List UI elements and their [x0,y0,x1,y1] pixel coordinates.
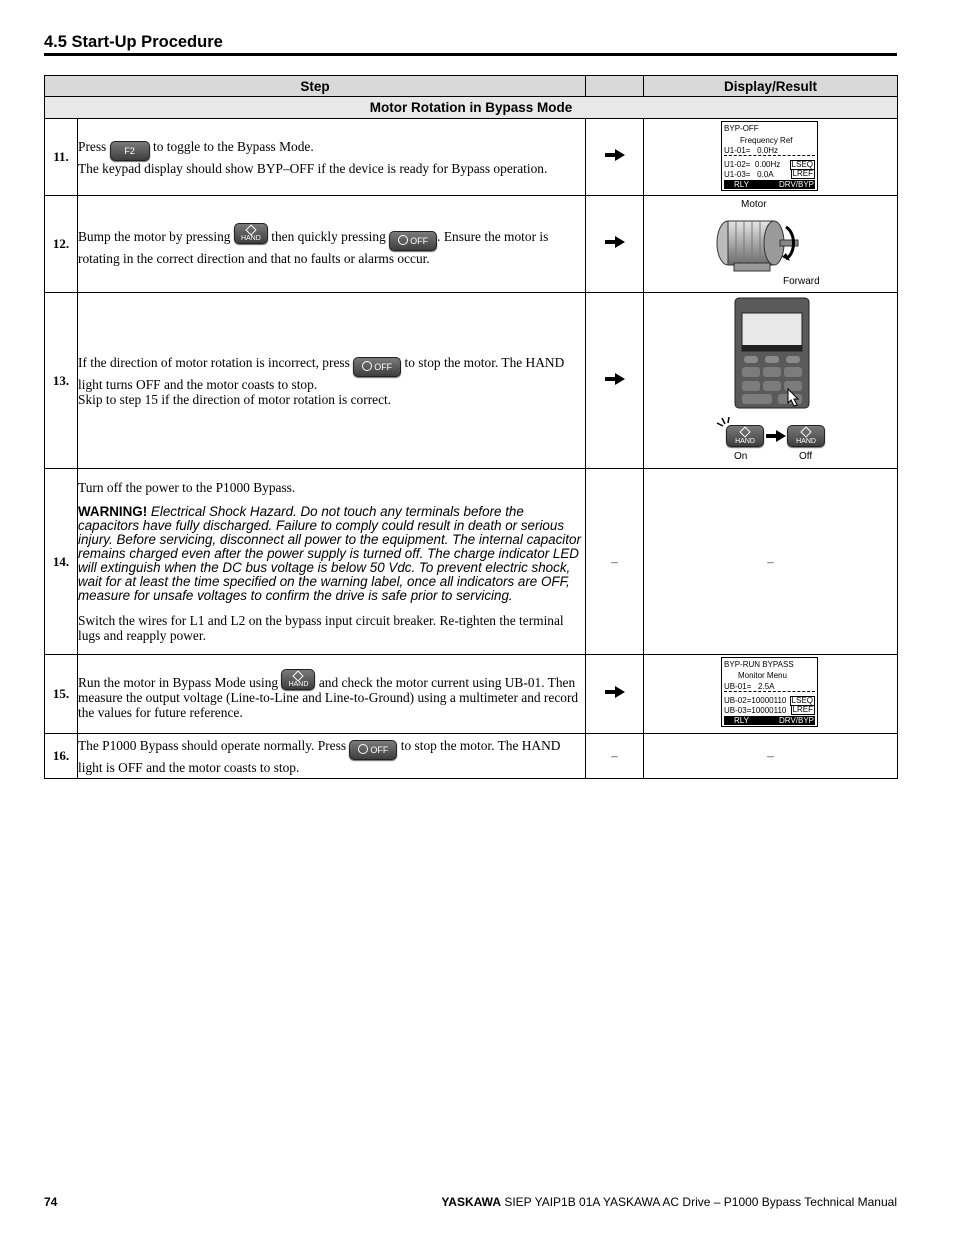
warning-paragraph [78,505,585,603]
lcd-mode-line: BYP-OFF [724,124,759,133]
table-row [45,293,898,469]
lcd-dashed-rule [724,155,815,156]
step-text: Turn off the power to the P1000 Bypass. [78,480,296,495]
on-caption: On [734,451,748,462]
step-text: If the direction of motor rotation is incorrect, press [78,354,350,370]
step-text: The P1000 Bypass should operate normally. Press [78,737,347,753]
table-header-row [45,76,898,97]
section-title: 4.5 Start-Up Procedure [44,33,223,51]
step-description [78,469,586,655]
lcd-drv-byp-label: DRV/BYP [779,180,815,189]
display-result [644,196,898,293]
warning-label: WARNING! [78,504,148,519]
page-number: 74 [44,1195,58,1209]
result-arrow [586,293,644,469]
off-caption: Off [799,451,813,462]
lcd-lref-indicator: LREF [792,705,814,714]
forward-caption: Forward [783,276,820,287]
display-result [644,469,898,655]
title-rule [44,53,897,56]
step-text: Switch the wires for L1 and L2 on the bypass input circuit breaker. Re-tighten the terminal lugs and reapply power. [78,613,564,643]
column-header-step: Step [45,76,586,97]
hand-key-on-icon: HAND [726,425,764,447]
hand-key-off-icon: HAND [787,425,825,447]
off-key-icon: OFF [353,357,401,377]
display-result [644,119,898,196]
display-result [644,655,898,734]
table-row [45,119,898,196]
step-number: 11. [45,119,78,196]
step-text: . Ensure the motor is rotating in the correct direction and that no faults or alarms occur. [78,228,549,266]
step-text: and check the motor current using UB-01. Then measure the output voltage (Line-to-Line and Line-to-Ground) using a multimeter and record the values for future reference. [78,674,579,720]
subheader-motor-rotation: Motor Rotation in Bypass Mode [45,97,898,119]
step-number: 16. [45,734,78,779]
step-text: to toggle to the Bypass Mode. [153,138,314,154]
off-key-icon: OFF [349,740,397,760]
right-arrow-icon [605,236,625,248]
step-text: then quickly pressing [271,228,386,244]
step-description [78,734,586,779]
lcd-function-bar [724,180,815,189]
result-arrow [586,469,644,655]
step-number: 14. [45,469,78,655]
result-arrow [586,196,644,293]
right-arrow-icon [605,149,625,161]
f2-key-icon: F2 [110,141,150,161]
step-description [78,293,586,469]
dash-placeholder: – [767,748,774,763]
table-row [45,655,898,734]
warning-text: Electrical Shock Hazard. Do not touch any terminals before the capacitors have fully discharged. Failure to comply could result in death or serious injury. Before servicing, disconnect all power to the equipment. The internal capacitor remains charged even after the power supply is turned off. The charge indicator LED will extinguish when the DC bus voltage is below 50 Vdc. To prevent electric shock, wait for at least the time specified on the warning label, once all indicators are OFF, measure for unsafe voltages to confirm the drive is safe prior to servicing. [78,504,581,603]
keypad-operator-icon [734,297,810,409]
lcd-mode-line: BYP-RUN BYPASS [724,660,794,669]
lcd-monitor-line: UB-03=10000110 [724,706,787,715]
step-text: to stop the motor. The HAND light is OFF and the motor coasts to stop. [78,737,561,775]
step-text: Press [78,138,107,154]
footer-manual-name: SIEP YAIP1B 01A YASKAWA AC Drive – P1000 Bypass Technical Manual [504,1195,897,1209]
step-number: 13. [45,293,78,469]
lcd-menu-line: Frequency Ref [740,136,793,145]
step-text: Bump the motor by pressing [78,228,231,244]
lcd-rly-label: RLY [734,716,749,725]
lcd-rly-label: RLY [734,180,749,189]
lcd-dashed-rule [724,691,815,692]
lcd-lseq-indicator: LSEQ [791,696,814,705]
dash-placeholder: – [767,553,774,569]
keypad-lcd-display [721,657,818,727]
step-text: Run the motor in Bypass Mode using [78,674,279,690]
lcd-menu-line: Monitor Menu [738,671,787,680]
table-subheader-row [45,97,898,119]
lcd-monitor-line: UB-01= 2.5A [724,682,775,691]
table-row [45,734,898,779]
display-result [644,293,898,469]
keypad-lcd-display [721,121,818,191]
step-text: to stop the motor. The HAND light turns OFF and the motor coasts to stop. [78,354,565,392]
table-row [45,469,898,655]
lcd-lref-indicator: LREF [792,169,814,178]
step-description [78,119,586,196]
step-text: The keypad display should show BYP–OFF if the device is ready for Bypass operation. [78,160,548,176]
footer-brand: YASKAWA [441,1195,501,1209]
hand-key-icon: HAND [234,223,268,244]
motor-caption: Motor [741,199,767,210]
footer-manual-title [441,1195,897,1209]
result-arrow [586,655,644,734]
column-header-blank [586,76,644,97]
step-number: 15. [45,655,78,734]
lcd-monitor-line: U1-03= 0.0A [724,170,774,179]
right-arrow-icon [766,430,786,442]
step-description [78,196,586,293]
lcd-function-bar [724,716,815,725]
column-header-display: Display/Result [644,76,898,97]
lcd-monitor-line: UB-02=10000110 [724,696,787,705]
dash-placeholder: – [611,748,618,763]
right-arrow-icon [605,373,625,385]
hand-key-icon: HAND [281,669,315,690]
off-key-icon: OFF [389,231,437,251]
dash-placeholder: – [611,553,618,569]
right-arrow-icon [605,686,625,698]
step-description [78,655,586,734]
startup-procedure-table [44,75,898,779]
lcd-monitor-line: U1-02= 0.00Hz [724,160,781,169]
table-row [45,196,898,293]
display-result [644,734,898,779]
result-arrow [586,119,644,196]
motor-icon [714,213,806,277]
lcd-lseq-indicator: LSEQ [791,160,814,169]
step-number: 12. [45,196,78,293]
lcd-monitor-line: U1-01= 0.0Hz [724,146,779,155]
result-arrow [586,734,644,779]
lcd-drv-byp-label: DRV/BYP [779,716,815,725]
step-text: Skip to step 15 if the direction of motor rotation is correct. [78,391,392,407]
